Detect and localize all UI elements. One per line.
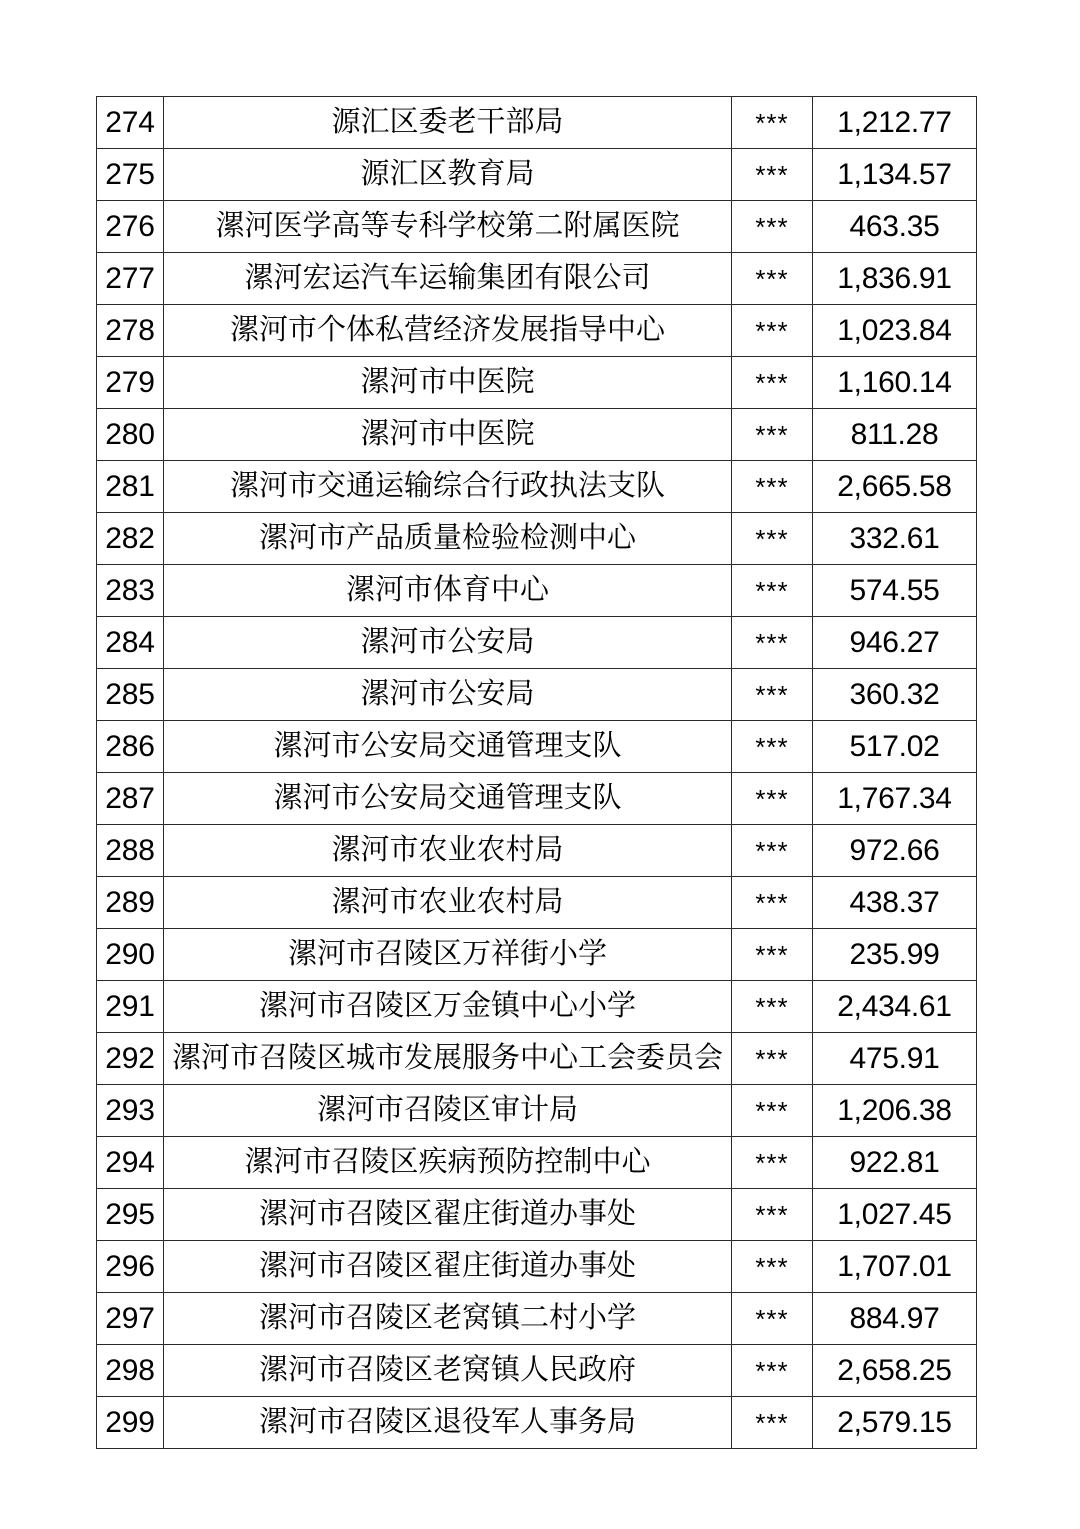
entity-name-cell-text: 漯河市农业农村局 [331,834,564,867]
masked-value-cell [732,149,813,201]
masked-value-cell [732,773,813,825]
masked-value-cell-text: *** [755,1407,789,1438]
table-row [97,565,977,617]
masked-value-cell [732,461,813,513]
masked-value-cell [732,669,813,721]
table-row [97,461,977,513]
amount-cell [813,981,977,1033]
entity-name-cell [164,773,732,825]
amount-cell-text: 463.35 [849,209,940,243]
masked-value-cell-text: *** [755,1147,789,1178]
row-index-cell-text: 276 [105,209,155,243]
amount-cell-text: 811.28 [850,417,939,451]
entity-name-cell [164,461,732,513]
amount-cell [813,97,977,149]
masked-value-cell [732,513,813,565]
masked-value-cell-text: *** [755,627,789,658]
amount-cell [813,721,977,773]
row-index-cell-text: 278 [105,313,155,347]
masked-value-cell-text: *** [755,887,789,918]
row-index-cell [97,357,164,409]
amount-cell-text: 332.61 [849,521,940,555]
entity-name-cell [164,1241,732,1293]
entity-name-cell [164,253,732,305]
amount-cell [813,877,977,929]
amount-cell-text: 2,579.15 [837,1405,952,1439]
amount-cell [813,1397,977,1449]
masked-value-cell-text: *** [755,367,789,398]
masked-value-cell [732,253,813,305]
table-row [97,1033,977,1085]
entity-name-cell-text: 源汇区教育局 [360,158,535,191]
table-row [97,825,977,877]
amount-cell-text: 574.55 [849,573,940,607]
table-row [97,1137,977,1189]
row-index-cell-text: 289 [105,885,155,919]
masked-value-cell-text: *** [755,783,789,814]
table-container [96,96,976,1449]
row-index-cell-text: 283 [105,573,155,607]
amount-cell-text: 1,836.91 [837,261,952,295]
entity-name-cell-text: 漯河市公安局交通管理支队 [273,730,622,763]
table-row [97,1345,977,1397]
entity-name-cell-text: 漯河宏运汽车运输集团有限公司 [244,262,651,295]
entity-name-cell [164,149,732,201]
entity-name-cell [164,1293,732,1345]
masked-value-cell-text: *** [755,1355,789,1386]
entity-name-cell [164,721,732,773]
amount-cell-text: 972.66 [849,833,940,867]
entity-name-cell [164,1345,732,1397]
entity-name-cell [164,929,732,981]
masked-value-cell [732,981,813,1033]
entity-name-cell [164,877,732,929]
entity-name-cell-text: 漯河市公安局 [360,678,535,711]
table-row [97,721,977,773]
amount-cell [813,929,977,981]
table-row [97,669,977,721]
entity-name-cell [164,1033,732,1085]
row-index-cell [97,1189,164,1241]
row-index-cell [97,409,164,461]
amount-cell [813,409,977,461]
row-index-cell-text: 281 [105,469,155,503]
masked-value-cell-text: *** [755,939,789,970]
masked-value-cell-text: *** [755,107,789,138]
entity-name-cell-text: 漯河市农业农村局 [331,886,564,919]
amount-cell-text: 235.99 [849,937,940,971]
row-index-cell-text: 299 [105,1405,155,1439]
amount-cell-text: 922.81 [849,1145,940,1179]
entity-name-cell [164,97,732,149]
entity-name-cell [164,1397,732,1449]
table-row [97,981,977,1033]
row-index-cell-text: 293 [105,1093,155,1127]
entity-name-cell-text: 源汇区委老干部局 [331,106,564,139]
entity-name-cell [164,1085,732,1137]
amount-cell-text: 1,023.84 [837,313,952,347]
table-row [97,201,977,253]
row-index-cell [97,565,164,617]
row-index-cell [97,461,164,513]
masked-value-cell [732,1085,813,1137]
masked-value-cell [732,825,813,877]
masked-value-cell-text: *** [755,1199,789,1230]
amount-cell [813,305,977,357]
table-row [97,929,977,981]
masked-value-cell-text: *** [755,575,789,606]
amount-cell-text: 2,658.25 [837,1353,952,1387]
entity-name-cell-text: 漯河市召陵区城市发展服务中心工会委员会 [171,1042,723,1075]
row-index-cell [97,617,164,669]
row-index-cell [97,1241,164,1293]
entity-name-cell [164,825,732,877]
amount-cell-text: 946.27 [849,625,940,659]
row-index-cell-text: 287 [105,781,155,815]
table-row [97,773,977,825]
amount-cell-text: 1,027.45 [837,1197,952,1231]
table-row [97,1085,977,1137]
entity-name-cell-text: 漯河市体育中心 [345,574,549,607]
entity-name-cell-text: 漯河市个体私营经济发展指导中心 [229,314,665,347]
row-index-cell-text: 296 [105,1249,155,1283]
disclosure-table [96,96,977,1449]
table-row [97,149,977,201]
entity-name-cell [164,305,732,357]
row-index-cell [97,929,164,981]
amount-cell [813,1345,977,1397]
masked-value-cell [732,97,813,149]
entity-name-cell [164,981,732,1033]
entity-name-cell-text: 漯河市召陵区万金镇中心小学 [258,990,636,1023]
masked-value-cell-text: *** [755,419,789,450]
entity-name-cell-text: 漯河市中医院 [360,418,535,451]
amount-cell [813,513,977,565]
entity-name-cell-text: 漯河医学高等专科学校第二附属医院 [215,210,680,243]
entity-name-cell-text: 漯河市公安局交通管理支队 [273,782,622,815]
table-row [97,1241,977,1293]
masked-value-cell-text: *** [755,1095,789,1126]
table-row [97,1397,977,1449]
amount-cell [813,1137,977,1189]
amount-cell [813,617,977,669]
entity-name-cell [164,1137,732,1189]
row-index-cell-text: 294 [105,1145,155,1179]
amount-cell [813,825,977,877]
masked-value-cell [732,1189,813,1241]
row-index-cell [97,825,164,877]
row-index-cell [97,1137,164,1189]
masked-value-cell-text: *** [755,1303,789,1334]
entity-name-cell-text: 漯河市召陵区万祥街小学 [287,938,607,971]
masked-value-cell-text: *** [755,1251,789,1282]
masked-value-cell [732,305,813,357]
entity-name-cell-text: 漯河市召陵区疾病预防控制中心 [244,1146,651,1179]
row-index-cell [97,1085,164,1137]
row-index-cell [97,669,164,721]
amount-cell [813,1241,977,1293]
masked-value-cell [732,617,813,669]
row-index-cell [97,253,164,305]
row-index-cell [97,513,164,565]
entity-name-cell-text: 漯河市中医院 [360,366,535,399]
amount-cell [813,1293,977,1345]
entity-name-cell-text: 漯河市召陵区审计局 [316,1094,578,1127]
row-index-cell-text: 275 [105,157,155,191]
row-index-cell [97,97,164,149]
masked-value-cell [732,1137,813,1189]
amount-cell [813,1189,977,1241]
amount-cell [813,1033,977,1085]
masked-value-cell-text: *** [755,471,789,502]
masked-value-cell [732,409,813,461]
row-index-cell [97,1293,164,1345]
row-index-cell-text: 282 [105,521,155,555]
amount-cell-text: 884.97 [849,1301,940,1335]
row-index-cell-text: 292 [105,1041,155,1075]
masked-value-cell-text: *** [755,159,789,190]
table-row [97,97,977,149]
table-row [97,877,977,929]
row-index-cell [97,773,164,825]
row-index-cell-text: 279 [105,365,155,399]
masked-value-cell [732,877,813,929]
row-index-cell [97,201,164,253]
row-index-cell [97,877,164,929]
row-index-cell [97,1033,164,1085]
masked-value-cell-text: *** [755,1043,789,1074]
amount-cell [813,357,977,409]
entity-name-cell [164,513,732,565]
masked-value-cell [732,1293,813,1345]
amount-cell [813,201,977,253]
entity-name-cell-text: 漯河市召陵区退役军人事务局 [258,1406,636,1439]
entity-name-cell-text: 漯河市产品质量检验检测中心 [258,522,636,555]
masked-value-cell [732,201,813,253]
amount-cell [813,773,977,825]
amount-cell [813,669,977,721]
row-index-cell-text: 284 [105,625,155,659]
masked-value-cell-text: *** [755,679,789,710]
entity-name-cell [164,201,732,253]
table-row [97,1189,977,1241]
amount-cell-text: 1,206.38 [837,1093,952,1127]
masked-value-cell [732,357,813,409]
entity-name-cell [164,409,732,461]
amount-cell-text: 2,665.58 [837,469,952,503]
row-index-cell [97,721,164,773]
masked-value-cell-text: *** [755,835,789,866]
masked-value-cell-text: *** [755,211,789,242]
row-index-cell [97,1397,164,1449]
masked-value-cell-text: *** [755,263,789,294]
masked-value-cell [732,929,813,981]
row-index-cell-text: 290 [105,937,155,971]
masked-value-cell-text: *** [755,991,789,1022]
amount-cell [813,253,977,305]
masked-value-cell [732,1033,813,1085]
entity-name-cell-text: 漯河市召陵区翟庄街道办事处 [258,1198,636,1231]
amount-cell-text: 1,134.57 [837,157,952,191]
amount-cell [813,1085,977,1137]
masked-value-cell [732,1397,813,1449]
row-index-cell [97,149,164,201]
row-index-cell-text: 288 [105,833,155,867]
amount-cell [813,149,977,201]
amount-cell-text: 475.91 [849,1041,940,1075]
amount-cell [813,461,977,513]
amount-cell-text: 517.02 [849,729,940,763]
masked-value-cell-text: *** [755,315,789,346]
amount-cell-text: 438.37 [849,885,940,919]
masked-value-cell-text: *** [755,731,789,762]
table-row [97,409,977,461]
masked-value-cell [732,1241,813,1293]
row-index-cell-text: 280 [105,417,155,451]
masked-value-cell [732,565,813,617]
amount-cell-text: 1,767.34 [837,781,952,815]
table-row [97,1293,977,1345]
amount-cell [813,565,977,617]
table-row [97,617,977,669]
entity-name-cell-text: 漯河市交通运输综合行政执法支队 [229,470,665,503]
entity-name-cell [164,565,732,617]
row-index-cell-text: 297 [105,1301,155,1335]
row-index-cell [97,305,164,357]
row-index-cell-text: 295 [105,1197,155,1231]
row-index-cell-text: 298 [105,1353,155,1387]
masked-value-cell [732,1345,813,1397]
row-index-cell-text: 291 [105,989,155,1023]
amount-cell-text: 2,434.61 [837,989,952,1023]
masked-value-cell-text: *** [755,523,789,554]
entity-name-cell [164,357,732,409]
amount-cell-text: 1,212.77 [837,105,952,139]
table-row [97,305,977,357]
row-index-cell-text: 274 [105,105,155,139]
entity-name-cell [164,669,732,721]
table-row [97,357,977,409]
row-index-cell [97,1345,164,1397]
amount-cell-text: 1,707.01 [837,1249,952,1283]
masked-value-cell [732,721,813,773]
amount-cell-text: 1,160.14 [837,365,952,399]
row-index-cell-text: 286 [105,729,155,763]
table-body [97,97,977,1449]
row-index-cell-text: 285 [105,677,155,711]
entity-name-cell [164,617,732,669]
entity-name-cell-text: 漯河市召陵区老窝镇人民政府 [258,1354,636,1387]
table-row [97,253,977,305]
table-row [97,513,977,565]
entity-name-cell-text: 漯河市召陵区老窝镇二村小学 [258,1302,636,1335]
row-index-cell-text: 277 [105,261,155,295]
entity-name-cell-text: 漯河市召陵区翟庄街道办事处 [258,1250,636,1283]
entity-name-cell-text: 漯河市公安局 [360,626,535,659]
row-index-cell [97,981,164,1033]
amount-cell-text: 360.32 [849,677,940,711]
entity-name-cell [164,1189,732,1241]
